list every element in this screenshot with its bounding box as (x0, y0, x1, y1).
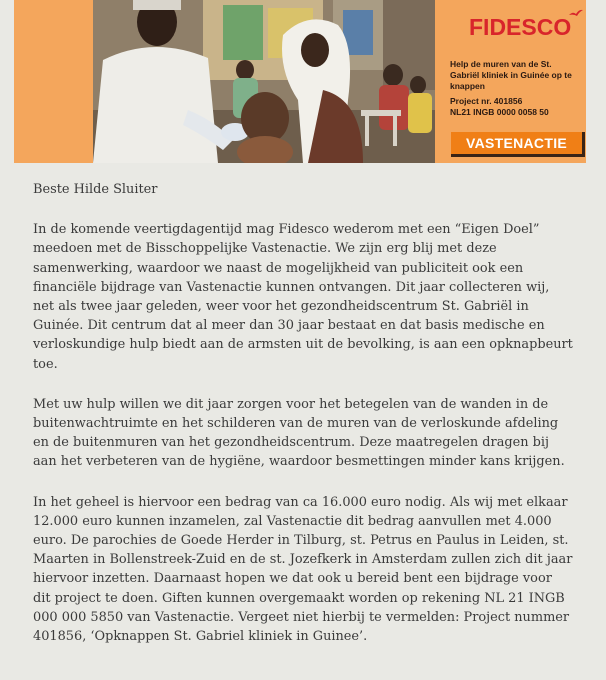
project-number: Project nr. 401856 (450, 96, 523, 106)
greeting: Beste Hilde Sluiter (33, 182, 158, 197)
project-info (450, 96, 580, 118)
vastenactie-badge: VASTENACTIE (451, 132, 585, 157)
banner-tagline: Help de muren van de St. Gabriël kliniek in Guinée op te knappen (450, 59, 572, 91)
paragraph-funding: In het geheel is hiervoor een bedrag van ca 16.000 euro nodig. Als wij met elkaar 12.000 euro kunnen inzamelen, zal Vastenactie dit bedrag aanvullen met 4.000 euro. De parochies de Goede Herder in Tilburg, st. Petrus en Paulus in Leiden, st. Maarten in Bollenstreek-Zuid en de st. Jozefkerk in Amsterdam zullen zich dit jaar hiervoor inzetten. Daarnaast hopen we dat ook u bereid bent een bijdrage voor dit project te doen. Giften kunnen overgemaakt worden op rekening NL 21 INGB 000 000 5850 van Vastenactie. Vergeet niet hierbij te vermelden: Project nummer 401856, ‘Opknappen St. Gabriel kliniek in Guinee’. (33, 494, 573, 645)
header-banner (14, 0, 586, 163)
letter-content (33, 180, 573, 667)
paragraph-intro: In de komende veertigdagentijd mag Fidesco wederom met een “Eigen Doel” meedoen met de Bisschoppelijke Vastenactie. We zijn erg blij met deze samenwerking, waardoor we naast de mogelijkheid van publiciteit ook een financiële bijdrage van Vastenactie kunnen ontvangen. Dit jaar collecteren wij, net als twee jaar geleden, weer voor het gezondheidscentrum St. Gabriël in Guinée. Dit centrum dat al meer dan 30 jaar bestaat en dat basis medische en verloskundige hulp biedt aan de armsten uit de bevolking, is aan een opknapbeurt toe. (33, 222, 573, 372)
banner-info-panel (435, 0, 586, 163)
bird-icon (569, 9, 583, 19)
bank-account: NL21 INGB 0000 0058 50 (450, 107, 549, 117)
paragraph-plans: Met uw hulp willen we dit jaar zorgen voor het betegelen van de wanden in de buitenwachtruimte en het schilderen van de muren van de verloskunde afdeling en de buitenmuren van het gezondheidscentrum. Deze maatregelen dragen bij aan het verbeteren van de hygiëne, waardoor besmettingen minder kans krijgen. (33, 396, 565, 470)
fidesco-logo: FIDESCO (469, 14, 572, 40)
banner-photo (93, 0, 435, 163)
